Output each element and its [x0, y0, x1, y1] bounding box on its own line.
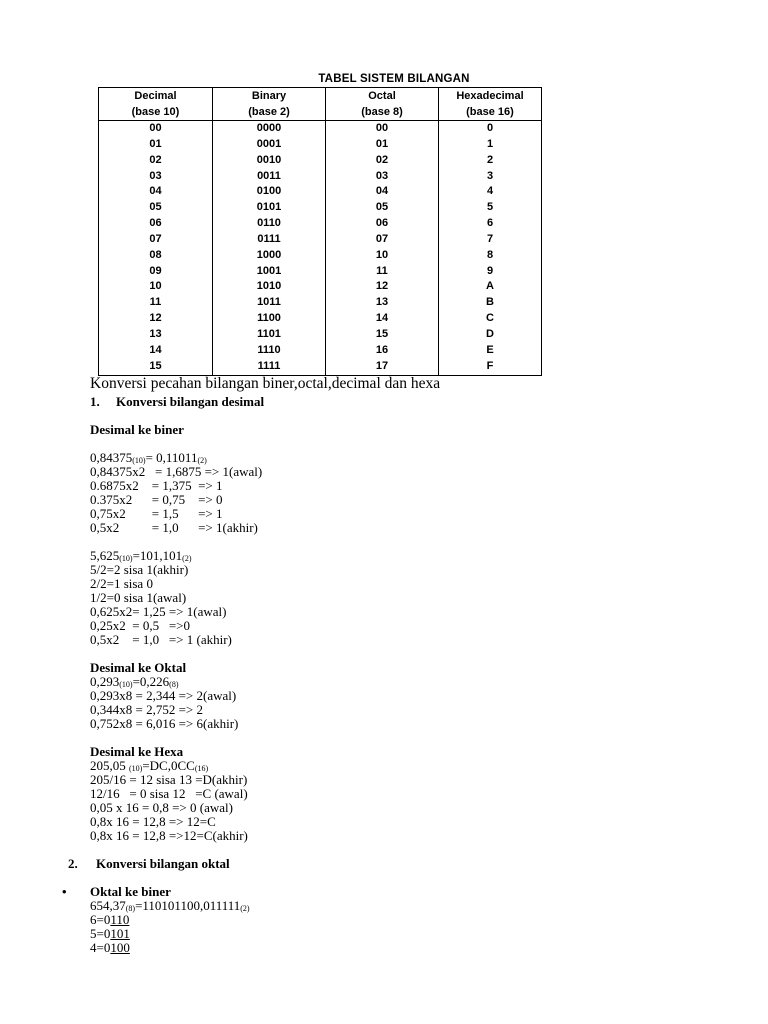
base-subscript: (10): [129, 764, 143, 773]
number-system-table: [98, 87, 542, 376]
cell-hexadecimal: D: [439, 327, 542, 343]
bullet-icon: •: [62, 884, 67, 899]
cell-octal: 17: [326, 359, 439, 375]
cell-octal: 10: [326, 248, 439, 264]
table-title: TABEL SISTEM BILANGAN: [318, 73, 470, 85]
value-text: =0,226: [132, 674, 170, 689]
cell-octal: 02: [326, 153, 439, 169]
step-line: 0,05 x 16 = 0,8 => 0 (awal): [90, 800, 233, 815]
oktal-biner-title: [90, 899, 730, 913]
base-subscript: (8): [125, 904, 136, 913]
cell-binary: 0111: [213, 232, 326, 248]
base-subscript: (2): [197, 456, 207, 465]
step-line: 5/2=2 sisa 1(akhir): [90, 562, 189, 577]
step-line: 0,625x2= 1,25 => 1(awal): [90, 604, 227, 619]
step-line: 12/16 = 0 sisa 12 =C (awal): [90, 786, 248, 801]
cell-octal: 04: [326, 184, 439, 200]
table-row: [99, 200, 542, 216]
base-subscript: (10): [132, 456, 146, 465]
step-line: 0,5x2 = 1,0 => 1(akhir): [90, 520, 258, 535]
cell-decimal: 04: [99, 184, 213, 200]
biner-a-steps: [90, 465, 730, 535]
cell-decimal: 06: [99, 216, 213, 232]
cell-decimal: 02: [99, 153, 213, 169]
cell-binary: 0110: [213, 216, 326, 232]
cell-octal: 13: [326, 295, 439, 311]
step-line: 0.6875x2 = 1,375 => 1: [90, 478, 223, 493]
table-row: [99, 121, 542, 137]
oktal-biner-heading: [62, 885, 730, 899]
cell-decimal: 15: [99, 359, 213, 375]
cell-octal: 03: [326, 169, 439, 185]
section-1-title: Konversi bilangan desimal: [116, 394, 265, 409]
value-text: 0,84375: [90, 450, 133, 465]
table-row: [99, 232, 542, 248]
base-subscript: (16): [194, 764, 209, 773]
table-row: [99, 169, 542, 185]
cell-decimal: 00: [99, 121, 213, 137]
section-1-heading: [90, 395, 730, 409]
cell-binary: 0001: [213, 137, 326, 153]
cell-decimal: 07: [99, 232, 213, 248]
oktal-title: [90, 675, 730, 689]
step-line: [90, 913, 730, 927]
step-line: 0,5x2 = 1,0 => 1 (akhir): [90, 632, 232, 647]
cell-decimal: 08: [99, 248, 213, 264]
header-octal: Octal: [326, 88, 439, 105]
cell-binary: 1011: [213, 295, 326, 311]
digit-prefix: 5=0: [90, 926, 111, 941]
cell-binary: 1111: [213, 359, 326, 375]
value-text: 205,05: [90, 758, 129, 773]
step-line: 0,75x2 = 1,5 => 1: [90, 506, 223, 521]
oktal-biner-heading-text: Oktal ke biner: [90, 884, 171, 899]
table-row: [99, 279, 542, 295]
main-heading: Konversi pecahan bilangan biner,octal,decimal dan hexa: [90, 375, 441, 392]
table-row: [99, 216, 542, 232]
cell-decimal: 05: [99, 200, 213, 216]
cell-octal: 11: [326, 264, 439, 280]
value-text: = 0,11011: [145, 450, 198, 465]
biner-a-title: [90, 451, 730, 465]
cell-octal: 15: [326, 327, 439, 343]
cell-binary: 1010: [213, 279, 326, 295]
cell-hexadecimal: 7: [439, 232, 542, 248]
cell-binary: 1001: [213, 264, 326, 280]
cell-hexadecimal: E: [439, 343, 542, 359]
step-line: 0.375x2 = 0,75 => 0: [90, 492, 223, 507]
step-line: 0,8x 16 = 12,8 => 12=C: [90, 814, 216, 829]
cell-binary: 0011: [213, 169, 326, 185]
header-hexadecimal-base: (base 16): [439, 104, 542, 121]
cell-binary: 1110: [213, 343, 326, 359]
cell-octal: 00: [326, 121, 439, 137]
cell-decimal: 13: [99, 327, 213, 343]
base-subscript: (2): [240, 904, 250, 913]
value-text: 654,37: [90, 898, 126, 913]
cell-octal: 14: [326, 311, 439, 327]
base-subscript: (8): [169, 680, 179, 689]
base-subscript: (2): [182, 554, 192, 563]
cell-decimal: 12: [99, 311, 213, 327]
cell-hexadecimal: 3: [439, 169, 542, 185]
table-row: [99, 248, 542, 264]
oktal-steps: [90, 689, 730, 731]
table-row: [99, 184, 542, 200]
cell-hexadecimal: C: [439, 311, 542, 327]
step-line: [90, 941, 730, 955]
header-decimal: Decimal: [99, 88, 213, 105]
cell-binary: 0000: [213, 121, 326, 137]
table-body: [99, 121, 542, 376]
hexa-steps: [90, 773, 730, 843]
cell-hexadecimal: 5: [439, 200, 542, 216]
biner-heading: Desimal ke biner: [90, 422, 184, 437]
cell-decimal: 10: [99, 279, 213, 295]
base-subscript: (10): [119, 554, 133, 563]
step-line: 2/2=1 sisa 0: [90, 576, 153, 591]
table-row: [99, 153, 542, 169]
cell-hexadecimal: 2: [439, 153, 542, 169]
cell-hexadecimal: 1: [439, 137, 542, 153]
step-line: 0,293x8 = 2,344 => 2(awal): [90, 688, 237, 703]
cell-binary: 0100: [213, 184, 326, 200]
digit-prefix: 6=0: [90, 912, 111, 927]
section-2-title: Konversi bilangan oktal: [96, 856, 230, 871]
value-text: 5,625: [90, 548, 120, 563]
cell-decimal: 03: [99, 169, 213, 185]
table-row: [99, 343, 542, 359]
step-line: 1/2=0 sisa 1(awal): [90, 590, 187, 605]
cell-octal: 16: [326, 343, 439, 359]
digit-prefix: 4=0: [90, 940, 111, 955]
cell-binary: 0010: [213, 153, 326, 169]
header-octal-base: (base 8): [326, 104, 439, 121]
step-line: 205/16 = 12 sisa 13 =D(akhir): [90, 772, 248, 787]
hexa-heading: Desimal ke Hexa: [90, 744, 184, 759]
binary-group: 101: [110, 926, 130, 941]
cell-octal: 01: [326, 137, 439, 153]
step-line: 0,25x2 = 0,5 =>0: [90, 618, 190, 633]
cell-octal: 05: [326, 200, 439, 216]
step-line: [90, 927, 730, 941]
step-line: 0,8x 16 = 12,8 =>12=C(akhir): [90, 828, 248, 843]
header-hexadecimal: Hexadecimal: [439, 88, 542, 105]
section-2-number: 2.: [68, 856, 78, 871]
section-2-heading: [68, 857, 730, 871]
oktal-biner-steps: [90, 913, 730, 955]
cell-decimal: 09: [99, 264, 213, 280]
cell-binary: 0101: [213, 200, 326, 216]
cell-hexadecimal: A: [439, 279, 542, 295]
table-row: [99, 264, 542, 280]
cell-decimal: 14: [99, 343, 213, 359]
binary-group: 110: [110, 912, 130, 927]
cell-hexadecimal: 8: [439, 248, 542, 264]
oktal-heading: Desimal ke Oktal: [90, 660, 187, 675]
table-row: [99, 295, 542, 311]
section-1-number: 1.: [90, 394, 100, 409]
cell-binary: 1101: [213, 327, 326, 343]
cell-hexadecimal: 4: [439, 184, 542, 200]
step-line: 0,344x8 = 2,752 => 2: [90, 702, 203, 717]
document-body: [62, 375, 730, 955]
table-row: [99, 359, 542, 375]
step-line: 0,752x8 = 6,016 => 6(akhir): [90, 716, 239, 731]
value-text: 0,293: [90, 674, 120, 689]
cell-binary: 1100: [213, 311, 326, 327]
cell-hexadecimal: 0: [439, 121, 542, 137]
binary-group: 100: [110, 940, 130, 955]
value-text: =101,101: [132, 548, 183, 563]
value-text: =110101100,011111: [135, 898, 241, 913]
value-text: =DC,0CC: [142, 758, 195, 773]
table-header: [99, 88, 542, 121]
header-binary-base: (base 2): [213, 104, 326, 121]
biner-b-steps: [90, 563, 730, 647]
cell-binary: 1000: [213, 248, 326, 264]
cell-hexadecimal: B: [439, 295, 542, 311]
cell-octal: 07: [326, 232, 439, 248]
header-binary: Binary: [213, 88, 326, 105]
cell-octal: 12: [326, 279, 439, 295]
step-line: 0,84375x2 = 1,6875 => 1(awal): [90, 464, 263, 479]
cell-octal: 06: [326, 216, 439, 232]
table-row: [99, 311, 542, 327]
cell-hexadecimal: F: [439, 359, 542, 375]
header-decimal-base: (base 10): [99, 104, 213, 121]
cell-hexadecimal: 9: [439, 264, 542, 280]
hexa-title: [90, 759, 730, 773]
base-subscript: (10): [119, 680, 133, 689]
cell-decimal: 11: [99, 295, 213, 311]
cell-decimal: 01: [99, 137, 213, 153]
table-row: [99, 137, 542, 153]
cell-hexadecimal: 6: [439, 216, 542, 232]
table-row: [99, 327, 542, 343]
biner-b-title: [90, 549, 730, 563]
